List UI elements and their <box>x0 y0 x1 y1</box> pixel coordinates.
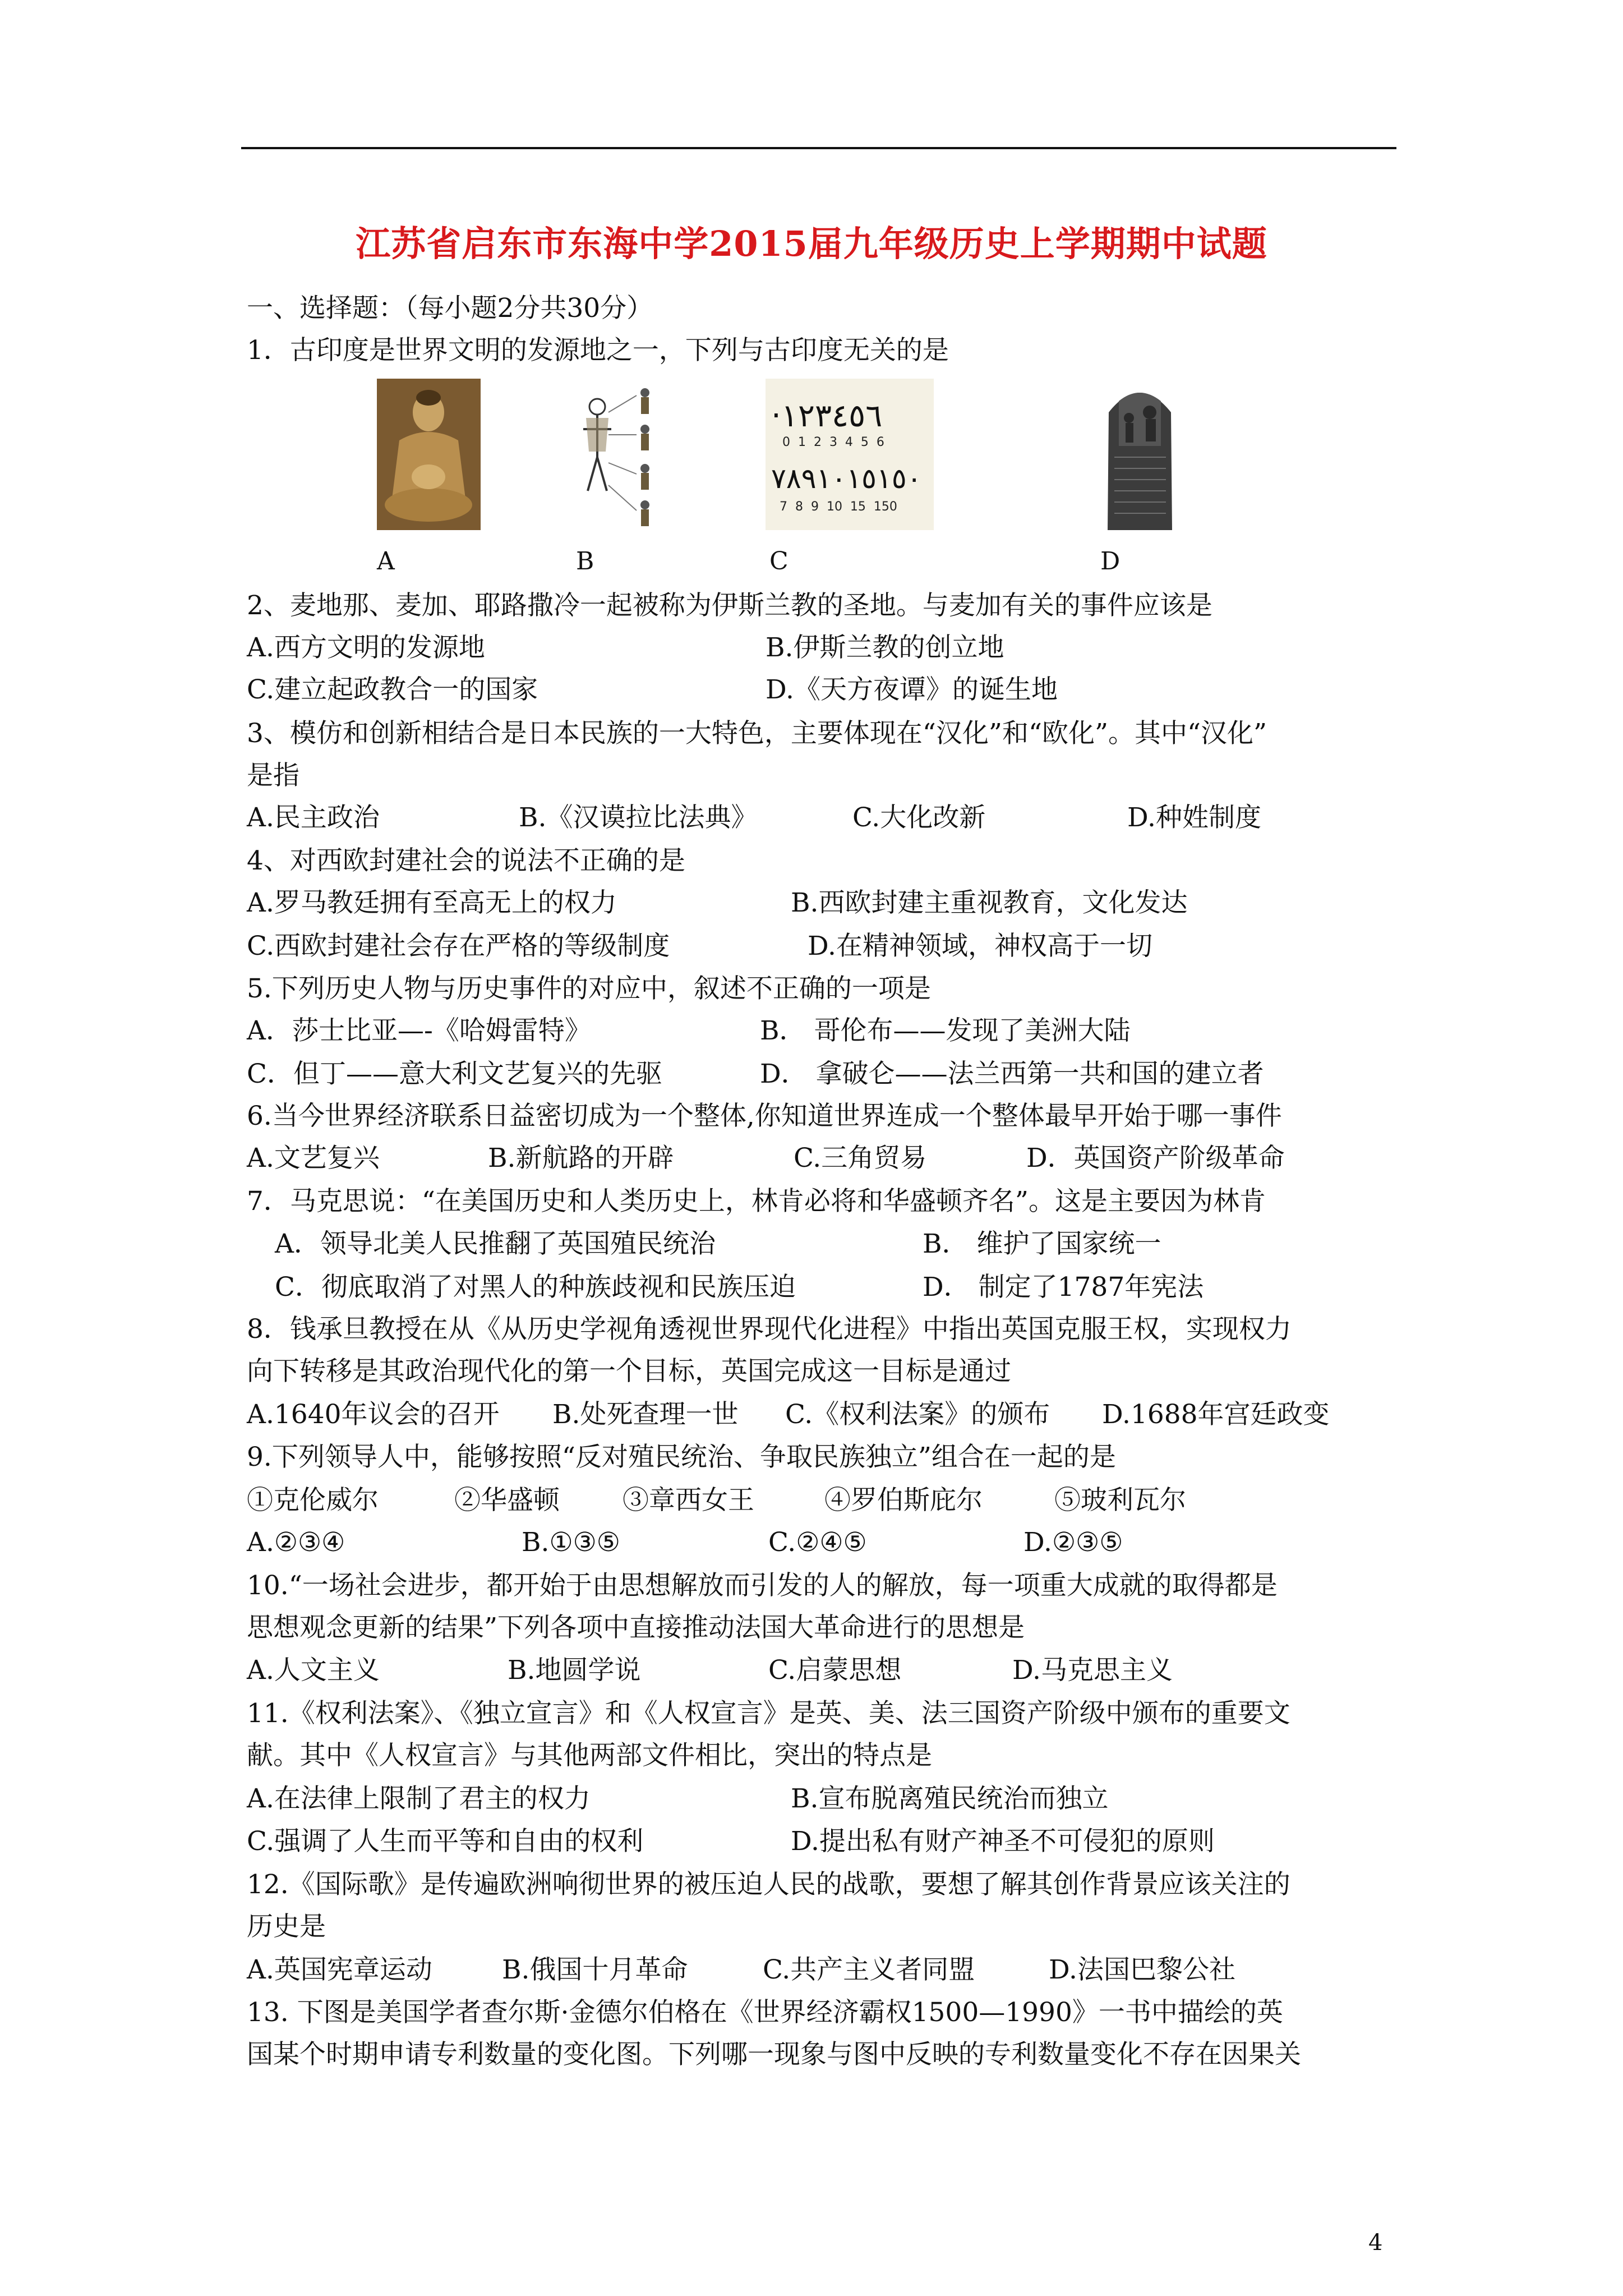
question-8-option-d: D.1688年宫廷政变 <box>1102 1399 1330 1430</box>
page-title: 江苏省启东市东海中学2015届九年级历史上学期期中试题 <box>356 223 1267 264</box>
question-7-option-c: C．彻底取消了对黑人的种族歧视和民族压迫 <box>275 1272 796 1303</box>
question-4-stem: 4、对西欧封建社会的说法不正确的是 <box>247 845 685 876</box>
question-9-stem: 9.下列领导人中，能够按照“反对殖民统治、争取民族独立”组合在一起的是 <box>247 1442 1116 1473</box>
question-10-option-d: D.马克思主义 <box>1012 1655 1173 1686</box>
question-4-option-a: A.罗马教廷拥有至高无上的权力 <box>247 887 617 918</box>
question-11-option-a: A.在法律上限制了君主的权力 <box>247 1783 591 1814</box>
digits-bottom: 7 8 9 10 15 150 <box>780 500 897 514</box>
question-12-option-c: C.共产主义者同盟 <box>763 1954 975 1985</box>
question-9-option-b: B.①③⑤ <box>522 1527 620 1558</box>
question-6-stem: 6.当今世界经济联系日益密切成为一个整体,你知道世界连成一个整体最早开始于哪一事件 <box>247 1101 1282 1131</box>
question-12-option-b: B.俄国十月革命 <box>502 1954 688 1985</box>
question-8-stem-line1: 8．钱承旦教授在从《从历史学视角透视世界现代化进程》中指出英国克服王权，实现权力 <box>247 1314 1292 1345</box>
question-2-option-c: C.建立起政教合一的国家 <box>247 674 538 705</box>
question-5-option-b: B． 哥伦布——发现了美洲大陆 <box>760 1015 1131 1046</box>
question-6-option-a: A.文艺复兴 <box>247 1143 380 1174</box>
question-1-stem: 1．古印度是世界文明的发源地之一，下列与古印度无关的是 <box>247 335 949 366</box>
question-3-option-b: B.《汉谟拉比法典》 <box>519 802 758 833</box>
option-b-image <box>566 379 667 530</box>
question-5-option-d: D． 拿破仑——法兰西第一共和国的建立者 <box>760 1059 1264 1089</box>
question-5-option-c: C．但丁——意大利文艺复兴的先驱 <box>247 1059 662 1089</box>
question-7-stem: 7．马克思说：“在美国历史和人类历史上，林肯必将和华盛顿齐名”。这是主要因为林肯 <box>247 1186 1266 1217</box>
question-3-option-d: D.种姓制度 <box>1127 802 1261 833</box>
question-9-item-5: ⑤玻利瓦尔 <box>1054 1485 1186 1516</box>
question-9-item-1: ①克伦威尔 <box>247 1485 379 1516</box>
image-label-d: D <box>1100 547 1121 576</box>
question-13-stem-line1: 13. 下图是美国学者查尔斯·金德尔伯格在《世界经济霸权1500—1990》一书中描绘的英 <box>247 1997 1283 2028</box>
section-heading: 一、选择题：（每小题2分共30分） <box>247 293 653 324</box>
option-d-image <box>1096 379 1183 530</box>
question-11-option-c: C.强调了人生而平等和自由的权利 <box>247 1826 644 1857</box>
question-11-stem-line2: 献。其中《人权宣言》与其他两部文件相比，突出的特点是 <box>247 1740 932 1771</box>
question-7-option-d: D． 制定了1787年宪法 <box>923 1272 1204 1303</box>
arabic-numerals-icon <box>766 379 934 530</box>
question-3-option-c: C.大化改新 <box>852 802 986 833</box>
digits-top: 0 1 2 3 4 5 6 <box>782 435 884 449</box>
header-rule <box>241 147 1396 149</box>
buddha-statue-icon <box>377 379 481 530</box>
question-6-option-d: D．英国资产阶级革命 <box>1026 1143 1285 1174</box>
question-9-option-c: C.②④⑤ <box>768 1527 867 1558</box>
numerals-top: ·١٢٣٤٥٦ <box>771 398 883 434</box>
page-number: 4 <box>1368 2230 1383 2256</box>
image-label-c: C <box>769 547 789 576</box>
question-10-option-a: A.人文主义 <box>247 1655 380 1686</box>
question-4-option-b: B.西欧封建主重视教育，文化发达 <box>791 887 1188 918</box>
question-2-stem: 2、麦地那、麦加、耶路撒冷一起被称为伊斯兰教的圣地。与麦加有关的事件应该是 <box>247 590 1212 621</box>
question-11-option-d: D.提出私有财产神圣不可侵犯的原则 <box>791 1826 1215 1857</box>
image-label-b: B <box>576 547 594 576</box>
question-12-option-d: D.法国巴黎公社 <box>1049 1954 1235 1985</box>
question-5-option-a: A．莎士比亚—-《哈姆雷特》 <box>247 1015 591 1046</box>
question-5-stem: 5.下列历史人物与历史事件的对应中，叙述不正确的一项是 <box>247 973 931 1004</box>
option-c-image <box>766 379 934 530</box>
question-3-stem-line2: 是指 <box>247 760 299 791</box>
question-4-option-c: C.西欧封建社会存在严格的等级制度 <box>247 931 670 961</box>
question-12-stem-line2: 历史是 <box>247 1911 326 1942</box>
image-label-a: A <box>377 547 395 576</box>
question-9-option-a: A.②③④ <box>247 1527 345 1558</box>
question-13-stem-line2: 国某个时期申请专利数量的变化图。下列哪一现象与图中反映的专利数量变化不存在因果关 <box>247 2039 1301 2070</box>
numerals-bottom: ٧٨٩١٠١٥١٥٠ <box>771 462 922 495</box>
hammurabi-stele-icon <box>1096 379 1183 530</box>
question-2-option-d: D.《天方夜谭》的诞生地 <box>766 674 1058 705</box>
question-8-option-b: B.处死查理一世 <box>552 1399 739 1430</box>
question-7-option-b: B． 维护了国家统一 <box>923 1228 1161 1259</box>
question-7-option-a: A．领导北美人民推翻了英国殖民统治 <box>275 1228 716 1259</box>
question-12-option-a: A.英国宪章运动 <box>247 1954 432 1985</box>
question-10-option-c: C.启蒙思想 <box>768 1655 902 1686</box>
question-6-option-c: C.三角贸易 <box>794 1143 927 1174</box>
question-8-option-c: C.《权利法案》的颁布 <box>785 1399 1050 1430</box>
question-6-option-b: B.新航路的开辟 <box>488 1143 674 1174</box>
question-9-item-4: ④罗伯斯庇尔 <box>824 1485 983 1516</box>
question-2-option-b: B.伊斯兰教的创立地 <box>766 632 1004 663</box>
question-9-item-3: ③章西女王 <box>623 1485 754 1516</box>
question-11-option-b: B.宣布脱离殖民统治而独立 <box>791 1783 1109 1814</box>
question-12-stem-line1: 12.《国际歌》是传遍欧洲响彻世界的被压迫人民的战歌，要想了解其创作背景应该关注的 <box>247 1869 1290 1900</box>
question-9-item-2: ②华盛顿 <box>454 1485 560 1516</box>
question-2-option-a: A.西方文明的发源地 <box>247 632 485 663</box>
question-8-stem-line2: 向下转移是其政治现代化的第一个目标，英国完成这一目标是通过 <box>247 1356 1011 1387</box>
question-10-stem-line2: 思想观念更新的结果”下列各项中直接推动法国大革命进行的思想是 <box>247 1612 1025 1643</box>
question-11-stem-line1: 11.《权利法案》、《独立宣言》和《人权宣言》是英、美、法三国资产阶级中颁布的重要文 <box>247 1698 1290 1729</box>
question-10-stem-line1: 10.“一场社会进步，都开始于由思想解放而引发的人的解放，每一项重大成就的取得都是 <box>247 1570 1278 1601</box>
question-8-option-a: A.1640年议会的召开 <box>247 1399 500 1430</box>
question-3-option-a: A.民主政治 <box>247 802 380 833</box>
question-10-option-b: B.地圆学说 <box>508 1655 641 1686</box>
caste-figures-icon <box>566 379 667 530</box>
question-9-option-d: D.②③⑤ <box>1023 1527 1123 1558</box>
question-4-option-d: D.在精神领域，神权高于一切 <box>808 931 1152 961</box>
question-3-stem-line1: 3、模仿和创新相结合是日本民族的一大特色，主要体现在“汉化”和“欧化”。其中“汉化” <box>247 718 1267 749</box>
option-a-image <box>377 379 481 530</box>
